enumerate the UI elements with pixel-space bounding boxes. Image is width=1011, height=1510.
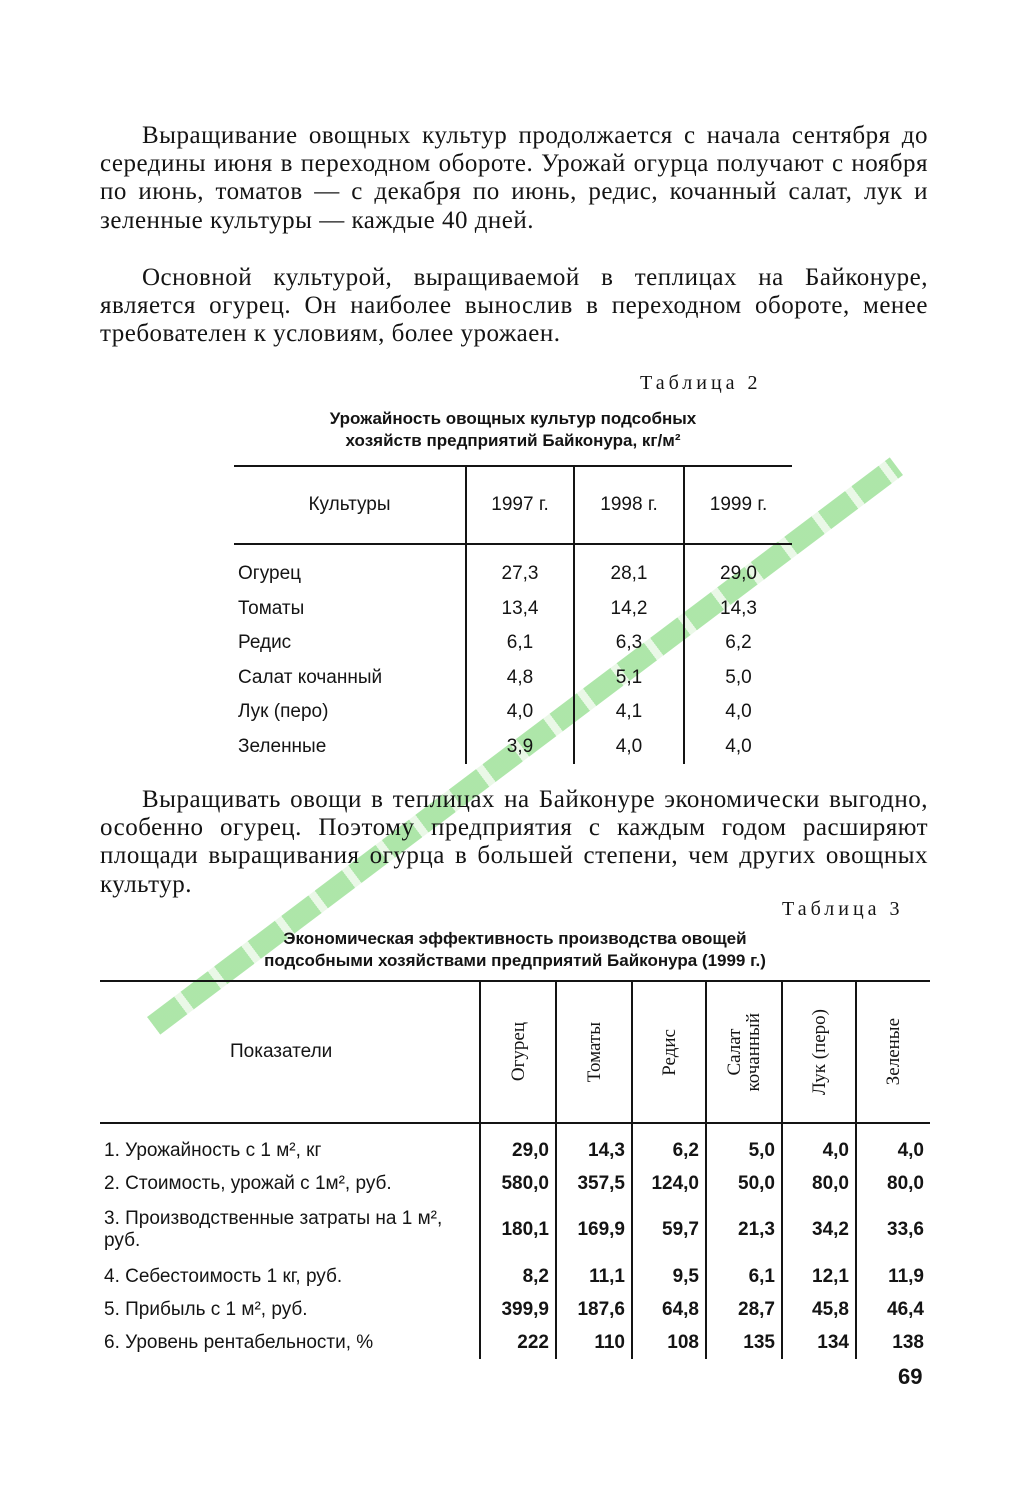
table3-cell-value: 80,0 <box>782 1167 856 1200</box>
paragraph-intro: Выращивание овощных культур продолжается с начала сентября до середины июня в переходном обороте. Урожай огурца получают с ноября по июнь, томатов — с декабря по июнь, редис, кочанный салат, лук и зеленные культуры — каждые 40 дней. <box>100 122 928 234</box>
table3-cell-value: 187,6 <box>556 1293 632 1326</box>
table2-cell-value: 4,0 <box>684 730 792 765</box>
table3-cell-value: 4,0 <box>856 1123 930 1167</box>
table2-cell-value: 14,3 <box>684 592 792 627</box>
table3-cell-value: 80,0 <box>856 1167 930 1200</box>
paragraph-economics: Выращивать овощи в теплицах на Байконуре экономически выгодно, особенно огурец. Поэтому предприятия с каждым годом расширяют площади выращивания огурца в большей степени, чем других овощных культур. <box>100 786 928 898</box>
table3-cell-value: 28,7 <box>706 1293 782 1326</box>
table-row <box>234 626 792 661</box>
table3-title <box>100 928 930 972</box>
table3-label: Таблица 3 <box>782 898 904 920</box>
table3-cell-indicator: 1. Урожайность с 1 м², кг <box>104 1139 322 1161</box>
table3-cell-value: 21,3 <box>706 1200 782 1260</box>
economic-efficiency-table <box>100 980 930 1359</box>
table3-cell-value: 46,4 <box>856 1293 930 1326</box>
table3-cell-value: 180,1 <box>480 1200 556 1260</box>
table-row <box>234 661 792 696</box>
table2-cell-crop: Лук (перо) <box>238 701 329 723</box>
table2-title-line1: Урожайность овощных культур подсобных <box>329 409 697 428</box>
table2-cell-value: 4,0 <box>684 695 792 730</box>
table3-cell-value: 4,0 <box>782 1123 856 1167</box>
table3-cell-indicator: 5. Прибыль с 1 м², руб. <box>104 1298 308 1320</box>
yield-table <box>234 465 792 764</box>
table2-cell-value: 14,2 <box>574 592 684 627</box>
table-row <box>234 695 792 730</box>
table-row <box>100 1200 930 1260</box>
table3-cell-value: 50,0 <box>706 1167 782 1200</box>
table3-cell-indicator: 2. Стоимость, урожай с 1м², руб. <box>104 1172 392 1194</box>
table3-cell-value: 580,0 <box>480 1167 556 1200</box>
table3-header-greens <box>856 981 930 1123</box>
table2-cell-value: 4,8 <box>466 661 574 696</box>
table3-cell-value: 6,2 <box>632 1123 706 1167</box>
table3-header-cucumber <box>480 981 556 1123</box>
table2-cell-value: 28,1 <box>574 544 684 592</box>
table2-header-1999: 1999 г. <box>684 466 792 544</box>
table3-header-tomatoes <box>556 981 632 1123</box>
table2-cell-crop: Томаты <box>238 597 305 619</box>
table-row <box>100 1326 930 1359</box>
table3-cell-value: 222 <box>480 1326 556 1359</box>
table2-cell-value: 5,0 <box>684 661 792 696</box>
table3-cell-value: 34,2 <box>782 1200 856 1260</box>
table3-cell-indicator: 3. Производственные затраты на 1 м², руб. <box>104 1208 443 1251</box>
table-row <box>234 544 792 592</box>
table-row <box>100 1167 930 1200</box>
table3-title-line2: подсобными хозяйствами предприятий Байконура (1999 г.) <box>264 951 766 970</box>
table3-header-tomatoes-text: Томаты <box>583 1021 605 1083</box>
table3-header-onion <box>782 981 856 1123</box>
paragraph-main-crop: Основной культурой, выращиваемой в теплицах на Байконуре, является огурец. Он наиболее вынослив в переходном обороте, менее требователен к условиям, более урожаен. <box>100 264 928 348</box>
table2-header-row <box>234 466 792 544</box>
table3-cell-value: 59,7 <box>632 1200 706 1260</box>
table3-header-radish <box>632 981 706 1123</box>
table3-header-greens-text: Зеленые <box>883 1018 904 1086</box>
table2-cell-crop: Редис <box>238 632 292 654</box>
table3-cell-indicator: 6. Уровень рентабельности, % <box>104 1331 374 1353</box>
table3-cell-value: 5,0 <box>706 1123 782 1167</box>
table3-cell-value: 134 <box>782 1326 856 1359</box>
table3-cell-value: 135 <box>706 1326 782 1359</box>
table2-header-1997: 1997 г. <box>466 466 574 544</box>
table2-cell-value: 13,4 <box>466 592 574 627</box>
table2-cell-crop: Зеленные <box>238 735 327 757</box>
table2-cell-value: 6,3 <box>574 626 684 661</box>
table3-cell-value: 33,6 <box>856 1200 930 1260</box>
table3-cell-value: 6,1 <box>706 1260 782 1293</box>
table3-cell-value: 8,2 <box>480 1260 556 1293</box>
table2-title <box>234 408 792 452</box>
table3-header-cucumber-text: Огурец <box>507 1022 529 1082</box>
table3-cell-value: 64,8 <box>632 1293 706 1326</box>
table2-header-crops: Культуры <box>234 466 466 544</box>
table3-cell-value: 399,9 <box>480 1293 556 1326</box>
table-row <box>234 730 792 765</box>
table3-header-lettuce-text: Салат кочанный <box>724 1012 764 1092</box>
table2-label: Таблица 2 <box>640 372 762 394</box>
table2-cell-value: 3,9 <box>466 730 574 765</box>
table2-title-line2: хозяйств предприятий Байконура, кг/м² <box>345 431 681 450</box>
table2-cell-value: 4,0 <box>574 730 684 765</box>
table3-cell-value: 12,1 <box>782 1260 856 1293</box>
table3-cell-value: 124,0 <box>632 1167 706 1200</box>
page-number: 69 <box>898 1364 923 1389</box>
table3-cell-value: 9,5 <box>632 1260 706 1293</box>
table2-cell-value: 27,3 <box>466 544 574 592</box>
table2-cell-value: 6,1 <box>466 626 574 661</box>
table3-cell-value: 45,8 <box>782 1293 856 1326</box>
table3-cell-value: 29,0 <box>480 1123 556 1167</box>
table2-cell-value: 6,2 <box>684 626 792 661</box>
table2-header-1998: 1998 г. <box>574 466 684 544</box>
table3-header-lettuce <box>706 981 782 1123</box>
table2-cell-value: 4,1 <box>574 695 684 730</box>
table-row <box>234 592 792 627</box>
table2-cell-value: 4,0 <box>466 695 574 730</box>
table2-cell-crop: Салат кочанный <box>238 666 383 688</box>
table-row <box>100 1123 930 1167</box>
table3-cell-value: 169,9 <box>556 1200 632 1260</box>
table3-cell-value: 110 <box>556 1326 632 1359</box>
table-row <box>100 1293 930 1326</box>
table3-header-radish-text: Редис <box>658 1028 680 1076</box>
table3-cell-value: 11,9 <box>856 1260 930 1293</box>
table3-header-indicators: Показатели <box>100 981 480 1123</box>
table2-cell-value: 29,0 <box>684 544 792 592</box>
table3-cell-value: 108 <box>632 1326 706 1359</box>
table3-cell-value: 357,5 <box>556 1167 632 1200</box>
table3-title-line1: Экономическая эффективность производства овощей <box>283 929 747 948</box>
table-row <box>100 1260 930 1293</box>
table3-cell-value: 14,3 <box>556 1123 632 1167</box>
table2-cell-crop: Огурец <box>238 563 302 585</box>
table3-cell-value: 138 <box>856 1326 930 1359</box>
table2-cell-value: 5,1 <box>574 661 684 696</box>
table3-header-onion-text: Лук (перо) <box>808 1008 830 1096</box>
table3-header-row <box>100 981 930 1123</box>
table3-cell-value: 11,1 <box>556 1260 632 1293</box>
table3-cell-indicator: 4. Себестоимость 1 кг, руб. <box>104 1265 343 1287</box>
